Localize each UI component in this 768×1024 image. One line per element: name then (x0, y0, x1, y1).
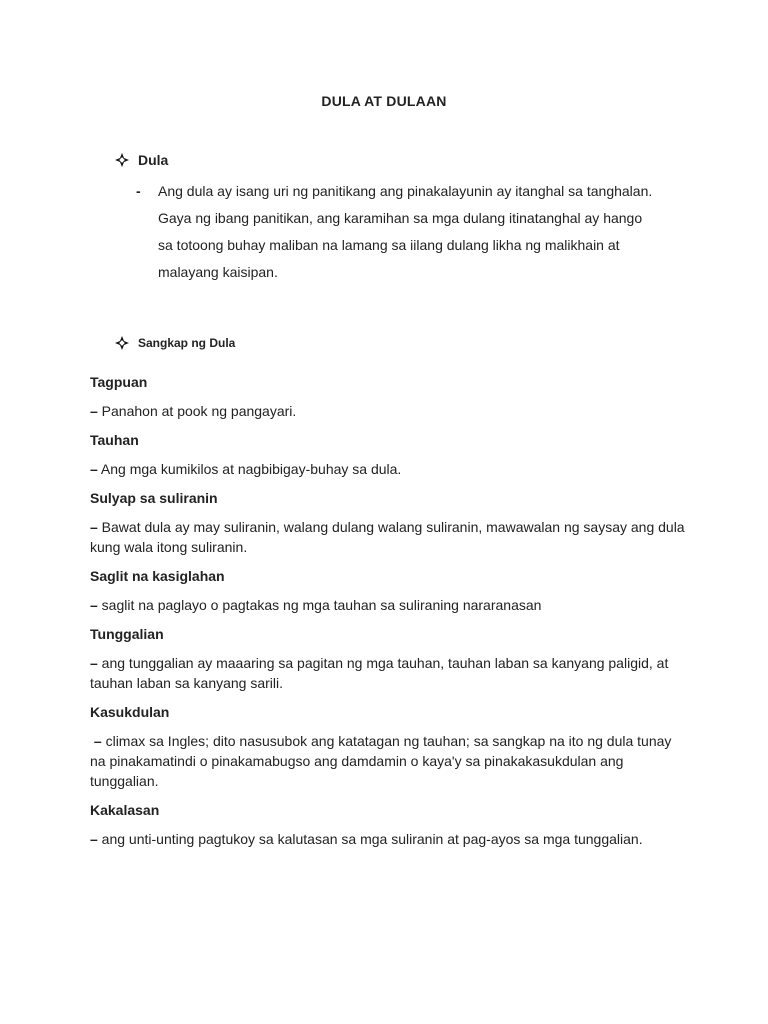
term-heading: Tagpuan (90, 374, 148, 390)
term-dash: – (90, 519, 98, 535)
term-definition-text: Bawat dula ay may suliranin, walang dulang walang suliranin, mawawalan ng saysay ang dula kung wala itong suliranin. (90, 519, 685, 555)
term-dash: – (90, 461, 98, 477)
term-dash: – (90, 831, 98, 847)
term-definition-text: climax sa Ingles; dito nasusubok ang katatagan ng tauhan; sa sangkap na ito ng dula tunay na pinakamatindi o pinakamabugso ang damdamin o kaya'y sa pinakakasukdulan ang tunggalian. (90, 733, 676, 789)
term-item (90, 624, 690, 693)
term-item (90, 800, 690, 849)
term-dash: – (90, 733, 102, 749)
term-heading: Saglit na kasiglahan (90, 568, 225, 584)
diamond-bullet-icon (114, 152, 130, 168)
term-definition-text: Panahon at pook ng pangayari. (97, 403, 297, 419)
term-definition (90, 653, 690, 693)
term-definition (90, 459, 690, 479)
term-dash: – (90, 597, 98, 613)
document-title: DULA AT DULAAN (321, 93, 447, 109)
term-definition (90, 595, 690, 615)
term-definition-text: ang tunggalian ay maaaring sa pagitan ng mga tauhan, tauhan laban sa kanyang paligid, at tauhan laban sa kanyang sarili. (90, 655, 669, 691)
bullet-sangkap (114, 335, 235, 351)
term-definition (90, 731, 690, 791)
term-definition-text: saglit na paglayo o pagtakas ng mga tauhan sa suliraning nararanasan (97, 597, 542, 613)
term-heading: Sulyap sa suliranin (90, 490, 218, 506)
term-heading: Kakalasan (90, 802, 160, 818)
term-heading: Tunggalian (90, 626, 164, 642)
bullet-label-sangkap: Sangkap ng Dula (138, 336, 236, 350)
dula-paragraph: Ang dula ay isang uri ng panitikang ang pinakalayunin ay itanghal sa tanghalan. Gaya ng ibang panitikan, ang karamihan sa mga dulang itinatanghal ay hango sa totoong buhay maliban na lamang sa iilang dulang likha ng malikhain at malayang kaisipan. (158, 183, 653, 280)
term-item (90, 430, 690, 479)
term-definition-text: ang unti-unting pagtukoy sa kalutasan sa mga suliranin at pag-ayos sa mga tunggalian. (97, 831, 643, 847)
dula-definition (136, 178, 656, 286)
term-definition-text: Ang mga kumikilos at nagbibigay-buhay sa dula. (97, 461, 402, 477)
term-dash: – (90, 655, 98, 671)
term-heading: Tauhan (90, 432, 139, 448)
term-dash: – (90, 403, 98, 419)
term-item (90, 372, 690, 421)
bullet-dula (114, 152, 168, 168)
terms-list (90, 372, 690, 858)
dash-marker: - (136, 183, 141, 199)
bullet-label-dula: Dula (138, 152, 169, 168)
term-definition (90, 517, 690, 557)
term-definition (90, 401, 690, 421)
term-item (90, 566, 690, 615)
term-definition (90, 829, 690, 849)
term-item (90, 702, 690, 791)
diamond-bullet-icon (114, 335, 130, 351)
term-heading: Kasukdulan (90, 704, 170, 720)
term-item (90, 488, 690, 557)
